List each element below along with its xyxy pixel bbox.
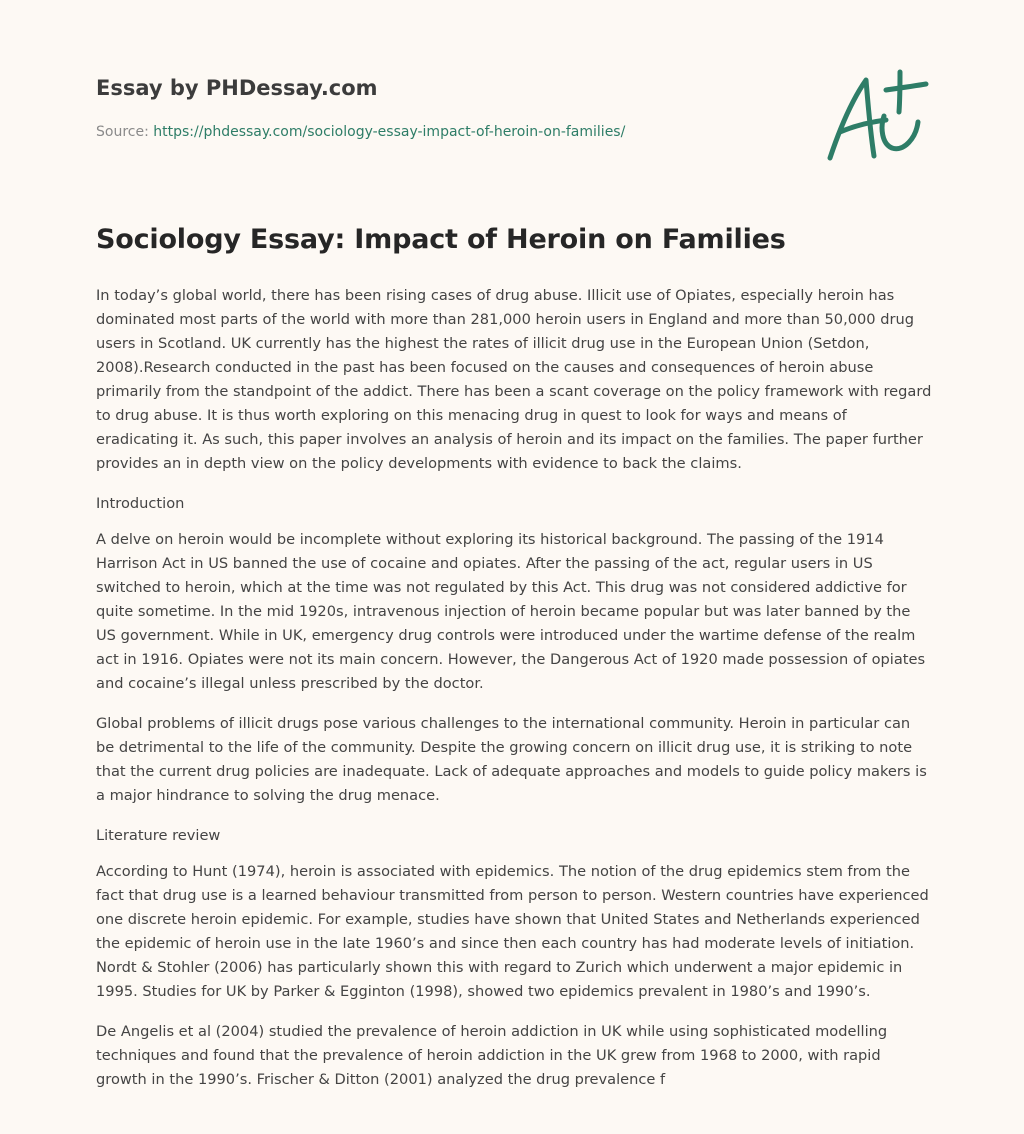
section-heading-literature-review: Literature review [96, 827, 221, 844]
essay-title: Sociology Essay: Impact of Heroin on Families [96, 224, 786, 255]
essay-paragraph: Global problems of illicit drugs pose various challenges to the international community. Heroin in particular can be detrimental to the life of the community. Despite the growing concern on illicit drug use, it is striking to note that the current drug policies are inadequate. Lack of adequate approaches and models to guide policy makers is a major hindrance to solving the drug menace. [96, 715, 927, 804]
section-heading-introduction: Introduction [96, 495, 185, 512]
essay-paragraph: A delve on heroin would be incomplete without exploring its historical background. The passing of the 1914 Harrison Act in US banned the use of cocaine and opiates. After the passing of the act, regular users in US switched to heroin, which at the time was not regulated by this Act. This drug was not considered addictive for quite sometime. In the mid 1920s, intravenous injection of heroin became popular but was later banned by the US government. While in UK, emergency drug controls were introduced under the wartime defense of the realm act in 1916. Opiates were not its main concern. However, the Dangerous Act of 1920 made possession of opiates and cocaine’s illegal unless prescribed by the doctor. [96, 531, 926, 692]
essay-paragraph: In today’s global world, there has been rising cases of drug abuse. Illicit use of Opiates, especially heroin has dominated most parts of the world with more than 281,000 heroin users in England and more than 50,000 drug users in Scotland. UK currently has the highest the rates of illicit drug use in the European Union (Setdon, 2008).Research conducted in the past has been focused on the causes and consequences of heroin abuse primarily from the standpoint of the addict. There has been a scant coverage on the policy framework with regard to drug abuse. It is thus worth exploring on this menacing drug in quest to look for ways and means of eradicating it. As such, this paper involves an analysis of heroin and its impact on the families. The paper further provides an in depth view on the policy developments with evidence to back the claims. [96, 287, 932, 472]
a-plus-logo [820, 66, 932, 170]
a-plus-logo-icon [820, 66, 932, 170]
source-label: Source: [96, 124, 154, 140]
essay-paragraph: According to Hunt (1974), heroin is associated with epidemics. The notion of the drug epidemics stem from the fact that drug use is a learned behaviour transmitted from person to person. Western countries have experienced one discrete heroin epidemic. For example, studies have shown that United States and Netherlands experienced the epidemic of heroin use in the late 1960’s and since then each country has had moderate levels of initiation. Nordt & Stohler (2006) has particularly shown this with regard to Zurich which underwent a major epidemic in 1995. Studies for UK by Parker & Egginton (1998), showed two epidemics prevalent in 1980’s and 1990’s. [96, 863, 929, 1000]
essay-paragraph: De Angelis et al (2004) studied the prevalence of heroin addiction in UK while using sophisticated modelling techniques and found that the prevalence of heroin addiction in the UK grew from 1968 to 2000, with rapid growth in the 1990’s. Frischer & Ditton (2001) analyzed the drug prevalence f [96, 1023, 888, 1088]
brand-title: Essay by PHDessay.com [96, 76, 378, 100]
source-line [96, 124, 625, 140]
source-link[interactable]: https://phdessay.com/sociology-essay-impact-of-heroin-on-families/ [153, 124, 626, 140]
essay-body [96, 284, 932, 1108]
